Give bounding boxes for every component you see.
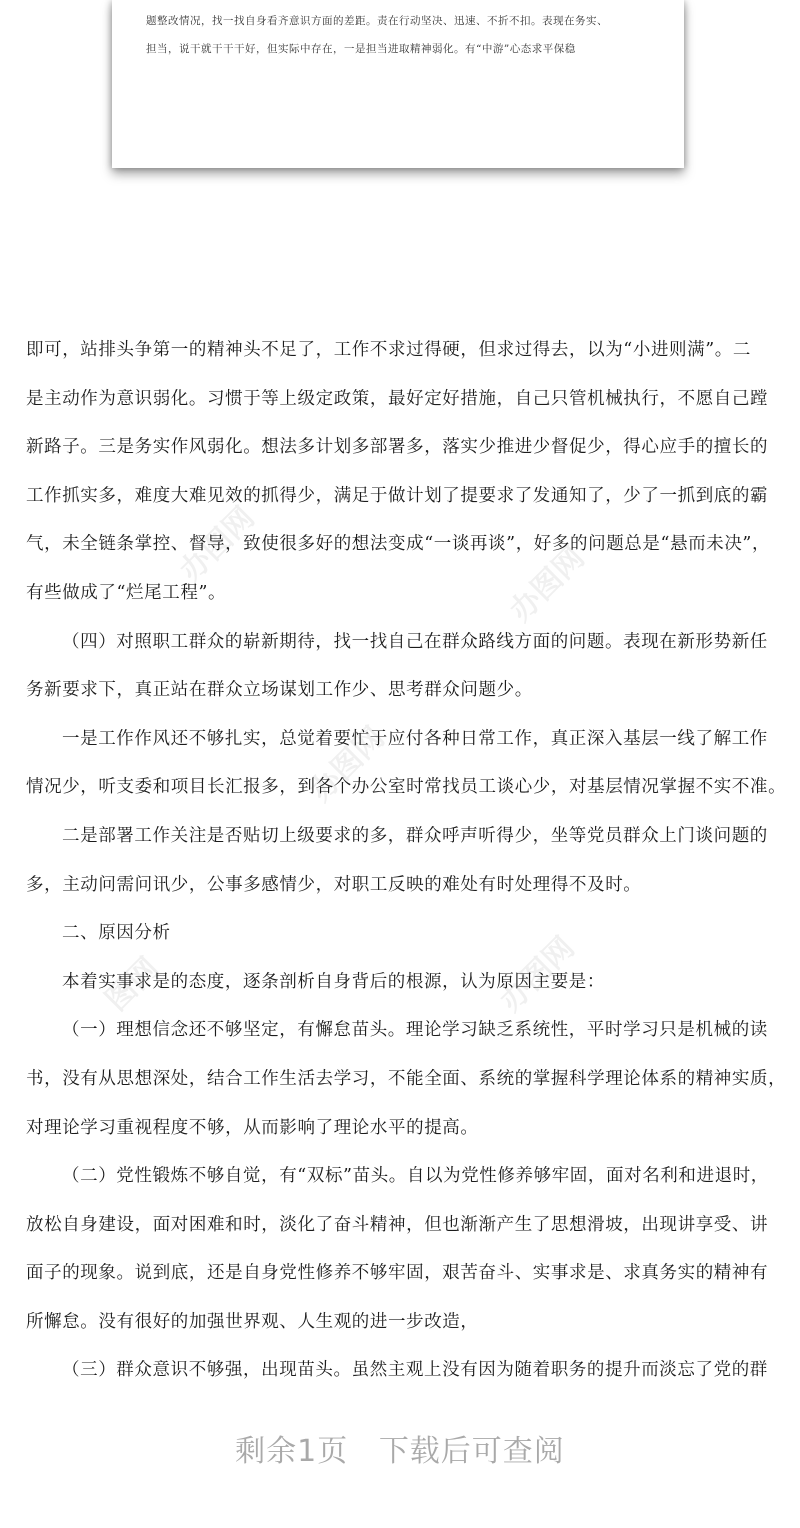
download-to-view-label: 下载后可查阅 xyxy=(378,1434,565,1469)
text-line: 本着实事求是的态度，逐条剖析自身背后的根源，认为原因主要是： xyxy=(62,971,605,992)
text-line: 一是工作作风还不够扎实，总觉着要忙于应付各种日常工作，真正深入基层一线了解工作 xyxy=(62,728,768,749)
section-heading: （四）对照职工群众的崭新期待，找一找自己在群众路线方面的问题。表现在新形势新任 xyxy=(62,631,768,652)
text-line: 有些做成了“烂尾工程”。 xyxy=(26,582,227,603)
section-heading: （二）党性锻炼不够自觉，有“双标”苗头。自以为党性修养够牢固，面对名利和进退时， xyxy=(62,1166,769,1187)
text-line: 即可，站排头争第一的精神头不足了，工作不求过得硬，但求过得去，以为“小进则满”。二 xyxy=(26,340,751,360)
section-title: 二、原因分析 xyxy=(62,923,171,944)
remaining-pages-label: 剩余1页 xyxy=(235,1434,349,1469)
watermark: 办图网 xyxy=(173,500,262,589)
text-line: 工作抓实多，难度大难见效的抓得少，满足于做计划了提要求了发通知了，少了一抓到底的霸 xyxy=(26,485,769,506)
text-line: 对理论学习重视程度不够，从而影响了理论水平的提高。 xyxy=(26,1117,479,1138)
document-preview-card xyxy=(112,0,684,168)
section-heading: （三）群众意识不够强，出现苗头。虽然主观上没有因为随着职务的提升而淡忘了党的群 xyxy=(62,1360,768,1381)
text-line: 面子的现象。说到底，还是自身党性修养不够牢固，艰苦奋斗、实事求是、求真务实的精神有 xyxy=(26,1263,769,1284)
document-body xyxy=(26,326,787,1395)
text-line: 所懈怠。没有很好的加强世界观、人生观的进一步改造， xyxy=(26,1311,479,1332)
text-line: 书，没有从思想深处，结合工作生活去学习，不能全面、系统的掌握科学理论体系的精神实质， xyxy=(26,1068,787,1089)
watermark: 办图网 xyxy=(493,930,582,1019)
text-line: 多，主动问需问讯少，公事多感情少，对职工反映的难处有时处理得不及时。 xyxy=(26,874,642,895)
text-line: 情况少，听支委和项目长汇报多，到各个办公室时常找员工谈心少，对基层情况掌握不实不准。 xyxy=(26,777,787,798)
text-line: 新路子。三是务实作风弱化。想法多计划多部署多，落实少推进少督促少，得心应手的擅长的 xyxy=(26,437,769,458)
text-line: 务新要求下，真正站在群众立场谋划工作少、思考群众问题少。 xyxy=(26,680,533,701)
text-line: 放松自身建设，面对困难和时，淡化了奋斗精神，但也渐渐产生了思想滑坡，出现讲享受、讲 xyxy=(26,1214,769,1235)
watermark: 办图网 xyxy=(503,540,592,629)
text-line: 二是部署工作关注是否贴切上级要求的多，群众呼声听得少，坐等党员群众上门谈问题的 xyxy=(62,825,768,846)
watermark: 图网 xyxy=(98,950,167,1019)
section-heading: （一）理想信念还不够坚定，有懈怠苗头。理论学习缺乏系统性，平时学习只是机械的读 xyxy=(62,1020,768,1041)
text-line: 是主动作为意识弱化。习惯于等上级定政策，最好定好措施，自己只管机械执行，不愿自己蹚 xyxy=(26,388,769,409)
preview-line: 担当，说干就干干干好，但实际中存在，一是担当进取精神弱化。有“中游”心态求平保稳 xyxy=(146,43,576,55)
text-line: 气，未全链条掌控、督导，致使很多好的想法变成“一谈再谈”，好多的问题总是“悬而未决”， xyxy=(26,534,771,555)
preview-line: 题整改情况，找一找自身看齐意识方面的差距。责在行动坚决、迅速、不折不扣。表现在务实、 xyxy=(146,15,608,27)
download-prompt-button[interactable] xyxy=(0,1426,800,1470)
watermark: 办图网 xyxy=(303,720,392,809)
